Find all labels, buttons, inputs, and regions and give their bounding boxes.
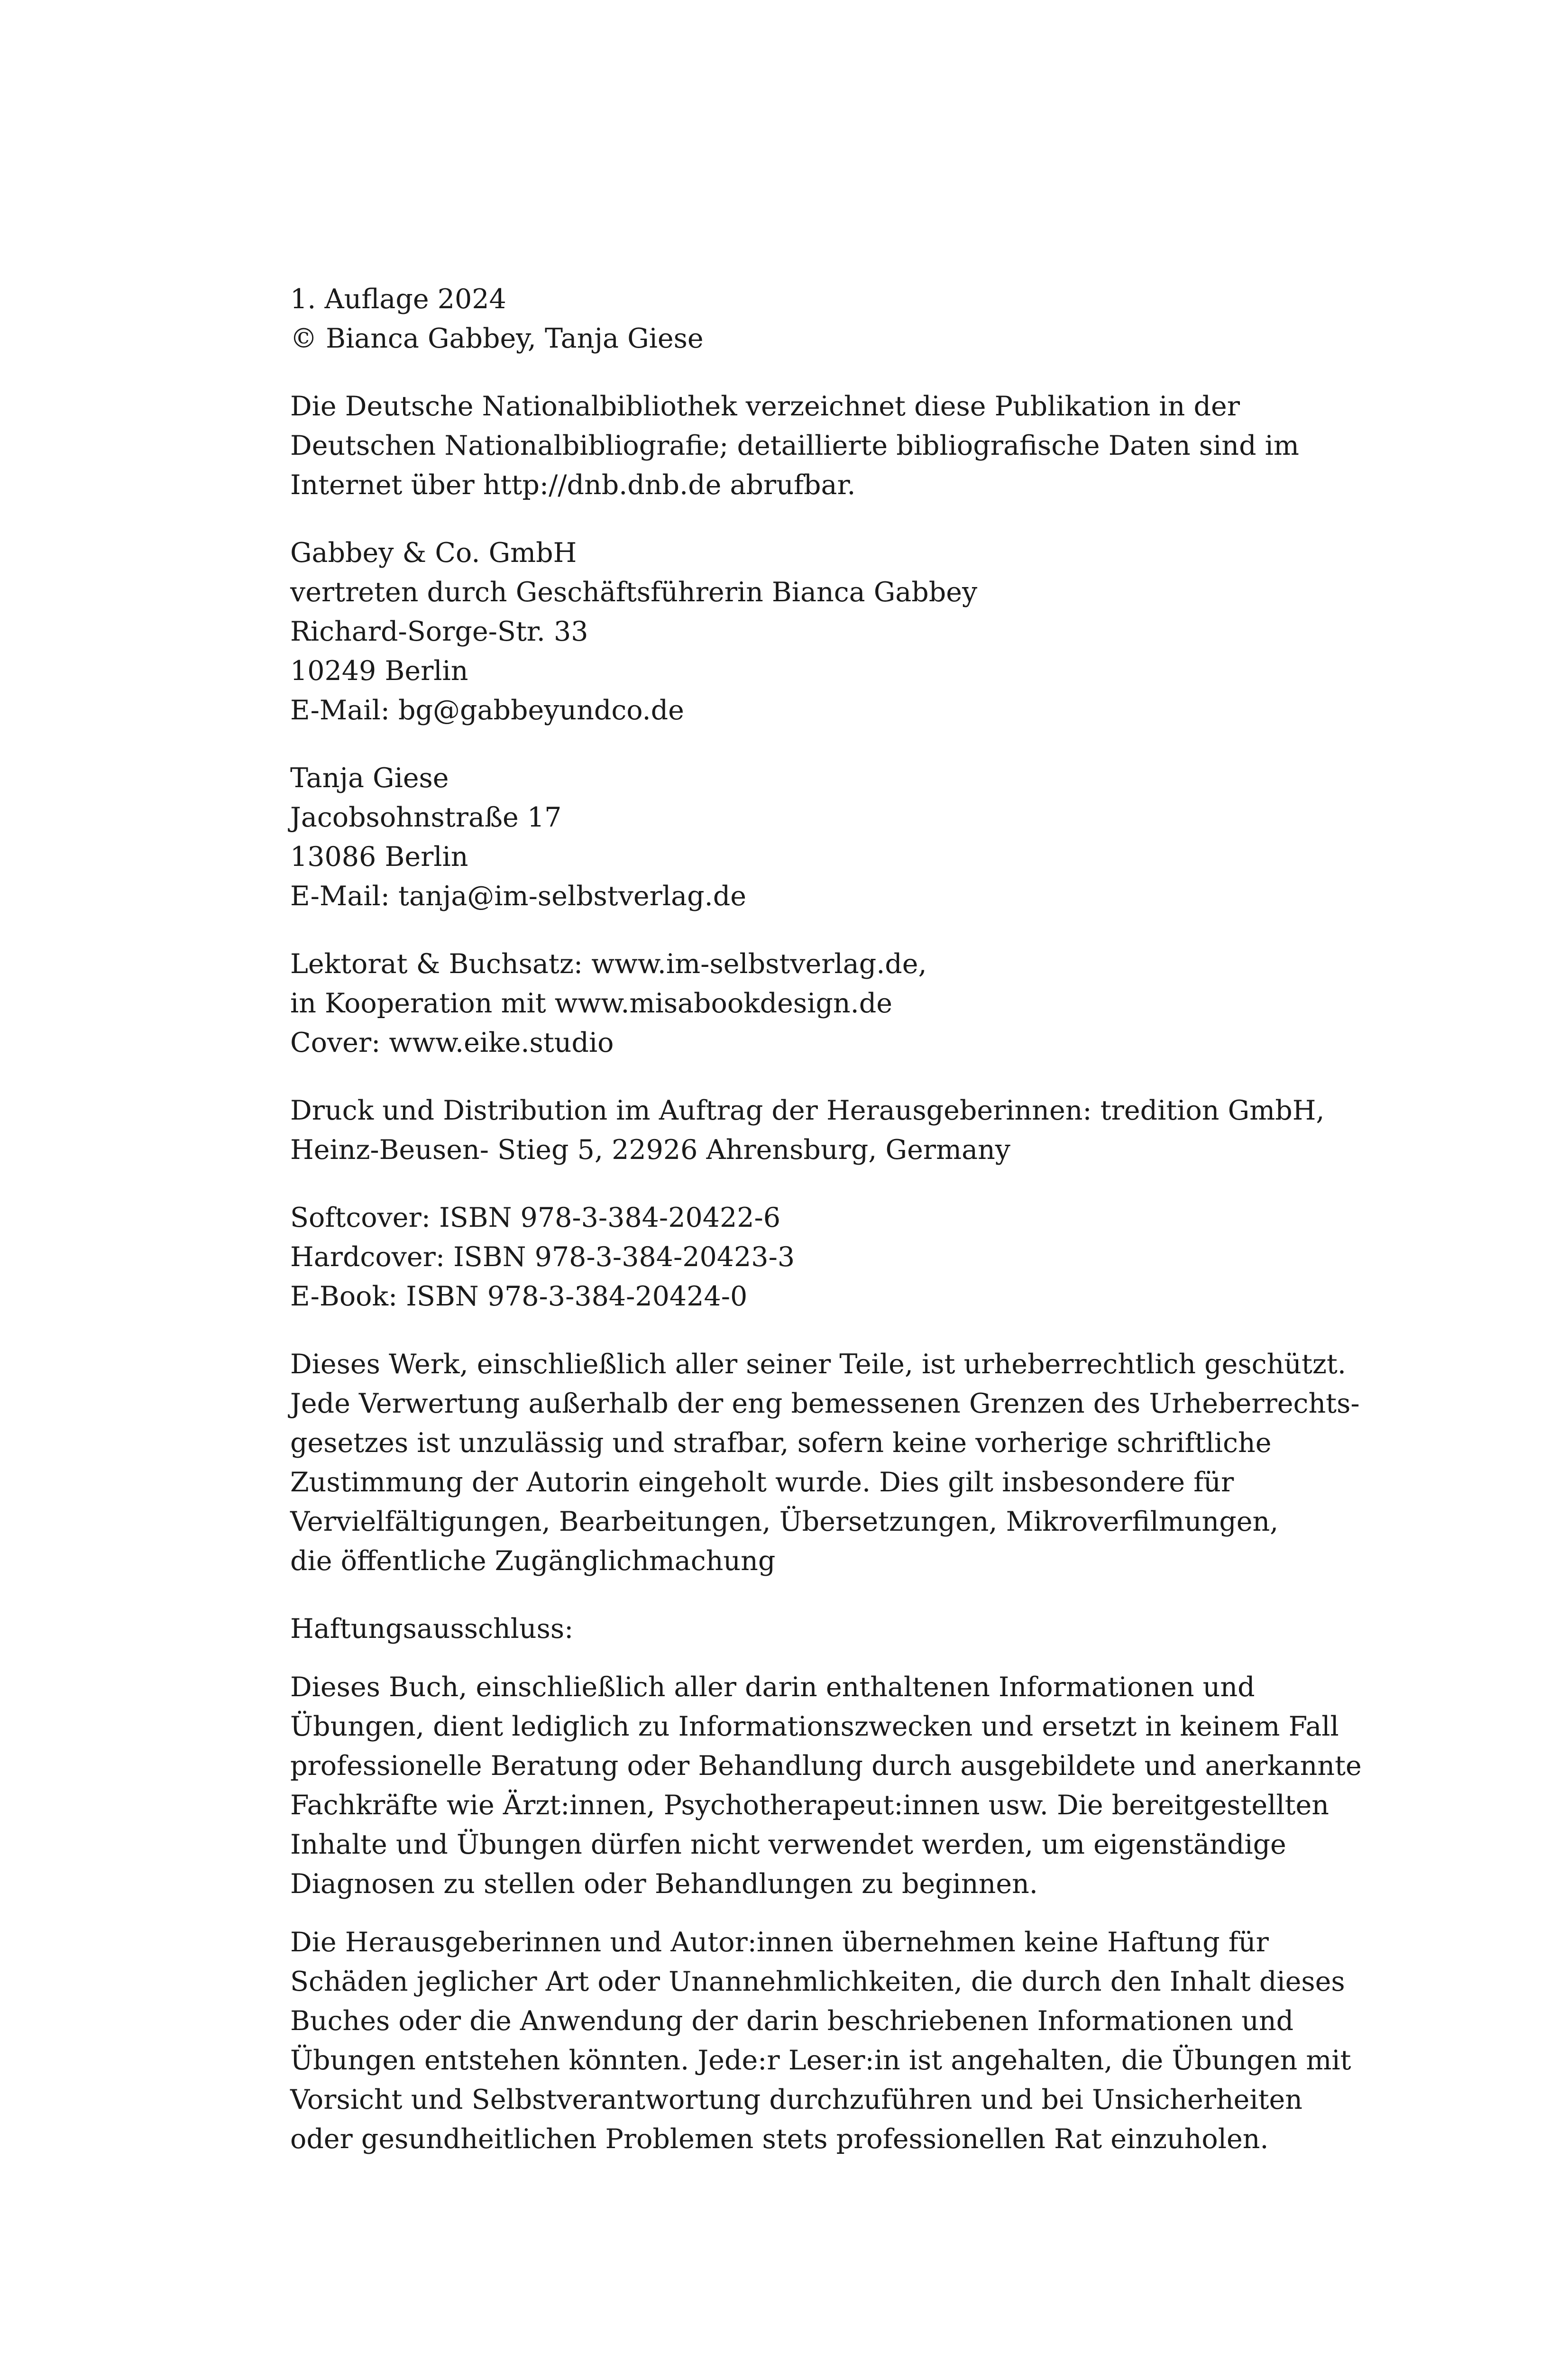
disclaimer-heading: Haftungsausschluss:	[290, 1613, 574, 1645]
text-line: Inhalte und Übungen dürfen nicht verwendet werden, um eigenständige	[290, 1829, 1286, 1860]
credit-line: Lektorat & Buchsatz: www.im-selbstverlag.de,	[290, 948, 927, 980]
edition-line: 1. Auflage 2024	[290, 284, 506, 315]
text-line: gesetzes ist unzulässig und strafbar, sofern keine vorherige schriftliche	[290, 1427, 1272, 1459]
publisher-address	[290, 533, 1409, 730]
text-line: Fachkräfte wie Ärzt:innen, Psychotherapeut:innen usw. Die bereitgestellten	[290, 1790, 1329, 1821]
distribution-block	[290, 1091, 1409, 1170]
text-line: Diagnosen zu stellen oder Behandlungen zu beginnen.	[290, 1868, 1038, 1900]
edition-block	[290, 280, 1409, 358]
disclaimer-paragraph-2	[290, 1923, 1409, 2159]
text-line: Übungen entstehen könnten. Jede:r Leser:in ist angehalten, die Übungen mit	[290, 2045, 1351, 2076]
publisher-email: E-Mail: bg@gabbeyundco.de	[290, 695, 684, 726]
isbn-ebook: E-Book: ISBN 978-3-384-20424-0	[290, 1281, 748, 1312]
text-line: Jede Verwertung außerhalb der eng bemessenen Grenzen des Urheberrechts-	[290, 1388, 1360, 1419]
text-line: Dieses Buch, einschließlich aller darin enthaltenen Informationen und	[290, 1672, 1255, 1703]
text-line: Die Deutsche Nationalbibliothek verzeichnet diese Publikation in der	[290, 391, 1240, 422]
text-line: oder gesundheitlichen Problemen stets professionellen Rat einzuholen.	[290, 2123, 1269, 2155]
publisher-city: 10249 Berlin	[290, 655, 468, 687]
author-name: Tanja Giese	[290, 763, 449, 794]
text-line: Internet über http://dnb.dnb.de abrufbar.	[290, 469, 856, 501]
author-street: Jacobsohnstraße 17	[290, 802, 562, 833]
author-address	[290, 759, 1409, 916]
imprint-page	[290, 280, 1409, 2187]
text-line: Schäden jeglicher Art oder Unannehmlichkeiten, die durch den Inhalt dieses	[290, 1966, 1345, 1997]
text-line: Übungen, dient lediglich zu Informationszwecken und ersetzt in keinem Fall	[290, 1711, 1339, 1742]
text-line: Zustimmung der Autorin eingeholt wurde. Dies gilt insbesondere für	[290, 1467, 1234, 1498]
copyright-notice	[290, 1345, 1409, 1581]
copyright-holders: © Bianca Gabbey, Tanja Giese	[290, 323, 704, 354]
disclaimer-paragraph-1	[290, 1668, 1409, 1904]
dnb-notice	[290, 387, 1409, 505]
text-line: Vervielfältigungen, Bearbeitungen, Übersetzungen, Mikroverfilmungen,	[290, 1506, 1279, 1537]
text-line: Druck und Distribution im Auftrag der Herausgeberinnen: tredition GmbH,	[290, 1095, 1325, 1126]
disclaimer-heading-block	[290, 1609, 1409, 1649]
credit-line: Cover: www.eike.studio	[290, 1027, 614, 1058]
publisher-street: Richard-Sorge-Str. 33	[290, 616, 588, 647]
isbn-block	[290, 1198, 1409, 1316]
publisher-name: Gabbey & Co. GmbH	[290, 537, 577, 569]
isbn-hardcover: Hardcover: ISBN 978-3-384-20423-3	[290, 1241, 795, 1273]
text-line: Dieses Werk, einschließlich aller seiner Teile, ist urheberrechtlich geschützt.	[290, 1349, 1346, 1380]
author-city: 13086 Berlin	[290, 841, 468, 873]
text-line: die öffentliche Zugänglichmachung	[290, 1545, 776, 1577]
publisher-representative: vertreten durch Geschäftsführerin Bianca Gabbey	[290, 577, 978, 608]
credits-block	[290, 945, 1409, 1063]
text-line: Vorsicht und Selbstverantwortung durchzuführen und bei Unsicherheiten	[290, 2084, 1302, 2115]
author-email: E-Mail: tanja@im-selbstverlag.de	[290, 881, 746, 912]
credit-line: in Kooperation mit www.misabookdesign.de	[290, 988, 892, 1019]
isbn-softcover: Softcover: ISBN 978-3-384-20422-6	[290, 1202, 781, 1233]
text-line: Die Herausgeberinnen und Autor:innen übernehmen keine Haftung für	[290, 1927, 1269, 1958]
text-line: professionelle Beratung oder Behandlung durch ausgebildete und anerkannte	[290, 1750, 1362, 1782]
text-line: Deutschen Nationalbibliografie; detaillierte bibliografische Daten sind im	[290, 430, 1299, 461]
text-line: Buches oder die Anwendung der darin beschriebenen Informationen und	[290, 2005, 1294, 2037]
text-line: Heinz-Beusen- Stieg 5, 22926 Ahrensburg, Germany	[290, 1134, 1010, 1166]
